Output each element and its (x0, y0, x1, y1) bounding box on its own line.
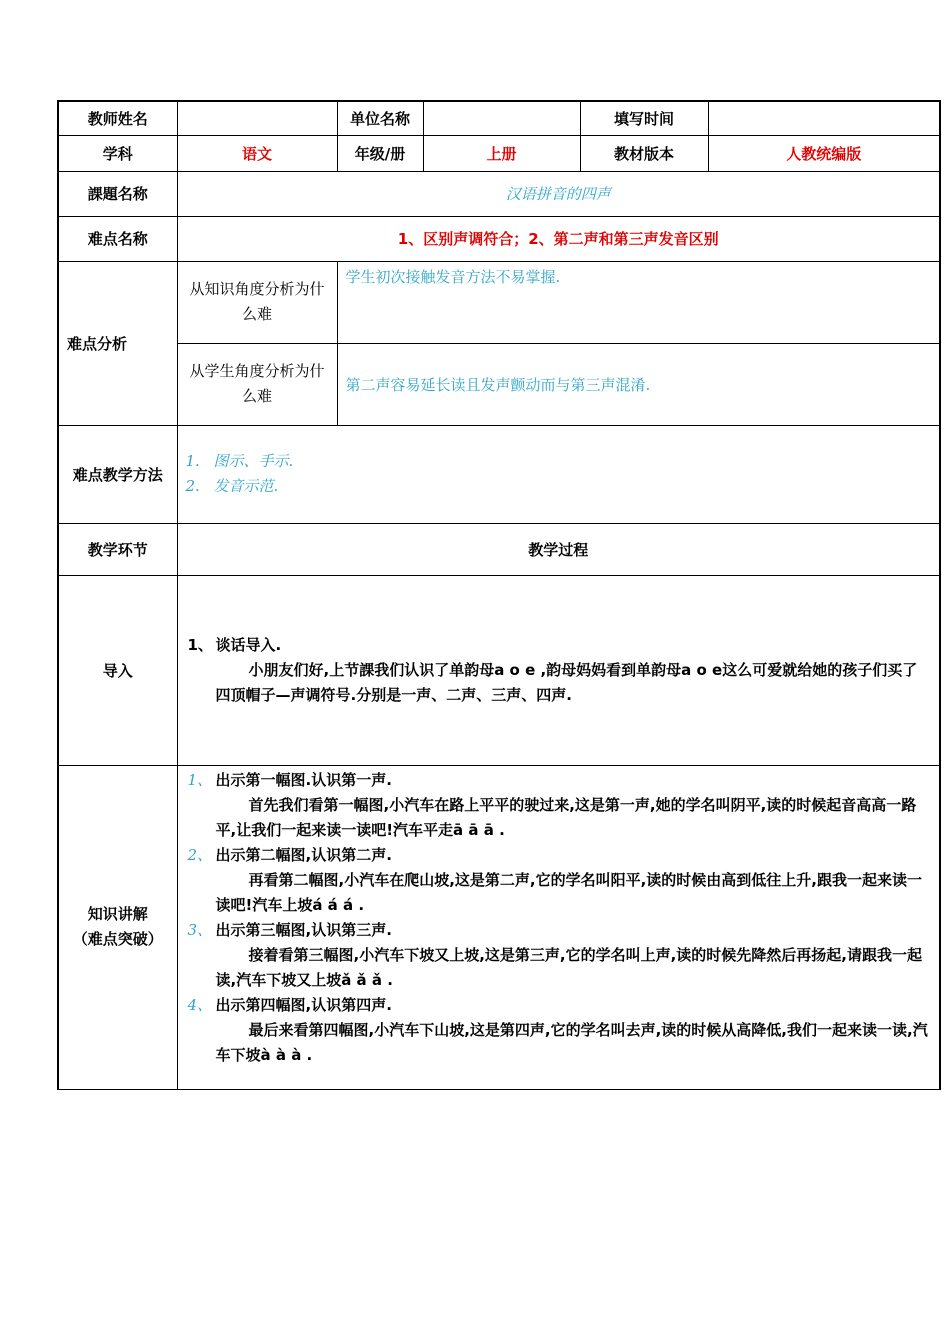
method-item (186, 449, 932, 474)
method-item-text: 发音示范. (213, 477, 279, 495)
topic-label: 課題名称 (58, 171, 177, 216)
lecture-label-line2: （难点突破） (72, 930, 163, 948)
process-header: 教学过程 (177, 523, 940, 575)
intro-title-line (188, 633, 930, 658)
subject-value: 语文 (177, 135, 337, 171)
intro-content (177, 575, 940, 765)
lecture-item-body: 首先我们看第一幅图,小汽车在路上平平的驶过来,这是第一声,她的学名叫阴平,读的时候起音高高一路平,让我们一起来读一读吧!汽车平走ā ā ā . (215, 795, 917, 839)
teacher-name-label: 教师姓名 (58, 101, 177, 135)
intro-label: 导入 (58, 575, 177, 765)
textbook-value: 人教统编版 (708, 135, 940, 171)
knowledge-angle-text: 从知识角度分析为什么难 (189, 280, 325, 323)
lecture-item-title: 出示第三幅图,认识第三声. (215, 920, 392, 939)
stage-header: 教学环节 (58, 523, 177, 575)
lecture-item-number: 1、 (187, 770, 213, 789)
method-label: 难点教学方法 (58, 425, 177, 523)
lecture-item (188, 843, 930, 918)
lecture-item-title: 出示第四幅图,认识第四声. (215, 995, 392, 1014)
grade-label: 年级/册 (337, 135, 423, 171)
difficulty-label: 难点名称 (58, 216, 177, 261)
intro-body: 小朋友们好,上节課我们认识了单韵母a o e ,韵母妈妈看到单韵母a o e这么可爱就给她的孩子们买了四顶帽子—声调符号.分别是一声、二声、三声、四声. (215, 660, 918, 704)
student-angle-value: 第二声容易延长读且发声颤动而与第三声混淆. (337, 343, 940, 425)
method-item (186, 474, 932, 499)
lecture-content (177, 765, 940, 1089)
knowledge-angle-value: 学生初次接触发音方法不易掌握. (337, 261, 940, 343)
lecture-item-title: 出示第二幅图,认识第二声. (215, 845, 392, 864)
method-list (177, 425, 940, 523)
lecture-item-body: 最后来看第四幅图,小汽车下山坡,这是第四声,它的学名叫去声,读的时候从高降低,我们一起来读一读,汽车下坡à à à . (215, 1020, 928, 1064)
method-item-number: 2. (185, 477, 200, 495)
fill-time-value[interactable] (708, 101, 940, 135)
subject-label: 学科 (58, 135, 177, 171)
fill-time-label: 填写时间 (580, 101, 708, 135)
student-angle-label (177, 343, 337, 425)
grade-value: 上册 (423, 135, 580, 171)
analysis-label: 难点分析 (58, 261, 177, 425)
difficulty-value: 1、区别声调符合；2、第二声和第三声发音区别 (177, 216, 940, 261)
lecture-item (188, 993, 930, 1068)
knowledge-angle-label (177, 261, 337, 343)
method-item-text: 图示、手示. (213, 452, 294, 470)
unit-name-label: 单位名称 (337, 101, 423, 135)
lecture-item (188, 768, 930, 843)
lecture-label-line1: 知识讲解 (87, 905, 148, 923)
intro-title: 谈话导入. (215, 635, 282, 654)
textbook-label: 教材版本 (580, 135, 708, 171)
lecture-item-body: 再看第二幅图,小汽车在爬山坡,这是第二声,它的学名叫阳平,读的时候由高到低往上升,跟我一起来读一读吧!汽车上坡á á á . (215, 870, 922, 914)
lecture-item-number: 3、 (187, 920, 213, 939)
lesson-plan-table (57, 100, 941, 1090)
lecture-label (58, 765, 177, 1089)
lecture-item-number: 4、 (187, 995, 213, 1014)
lecture-item (188, 918, 930, 993)
topic-value: 汉语拼音的四声 (177, 171, 940, 216)
teacher-name-value[interactable] (177, 101, 337, 135)
unit-name-value[interactable] (423, 101, 580, 135)
lecture-item-number: 2、 (187, 845, 213, 864)
method-item-number: 1. (185, 452, 200, 470)
intro-number: 1、 (187, 635, 213, 654)
lecture-item-title: 出示第一幅图.认识第一声. (215, 770, 392, 789)
student-angle-text: 从学生角度分析为什么难 (189, 362, 325, 405)
lecture-item-body: 接着看第三幅图,小汽车下坡又上坡,这是第三声,它的学名叫上声,读的时候先降然后再扬起,请跟我一起读,汽车下坡又上坡ǎ ǎ ǎ . (215, 945, 922, 989)
